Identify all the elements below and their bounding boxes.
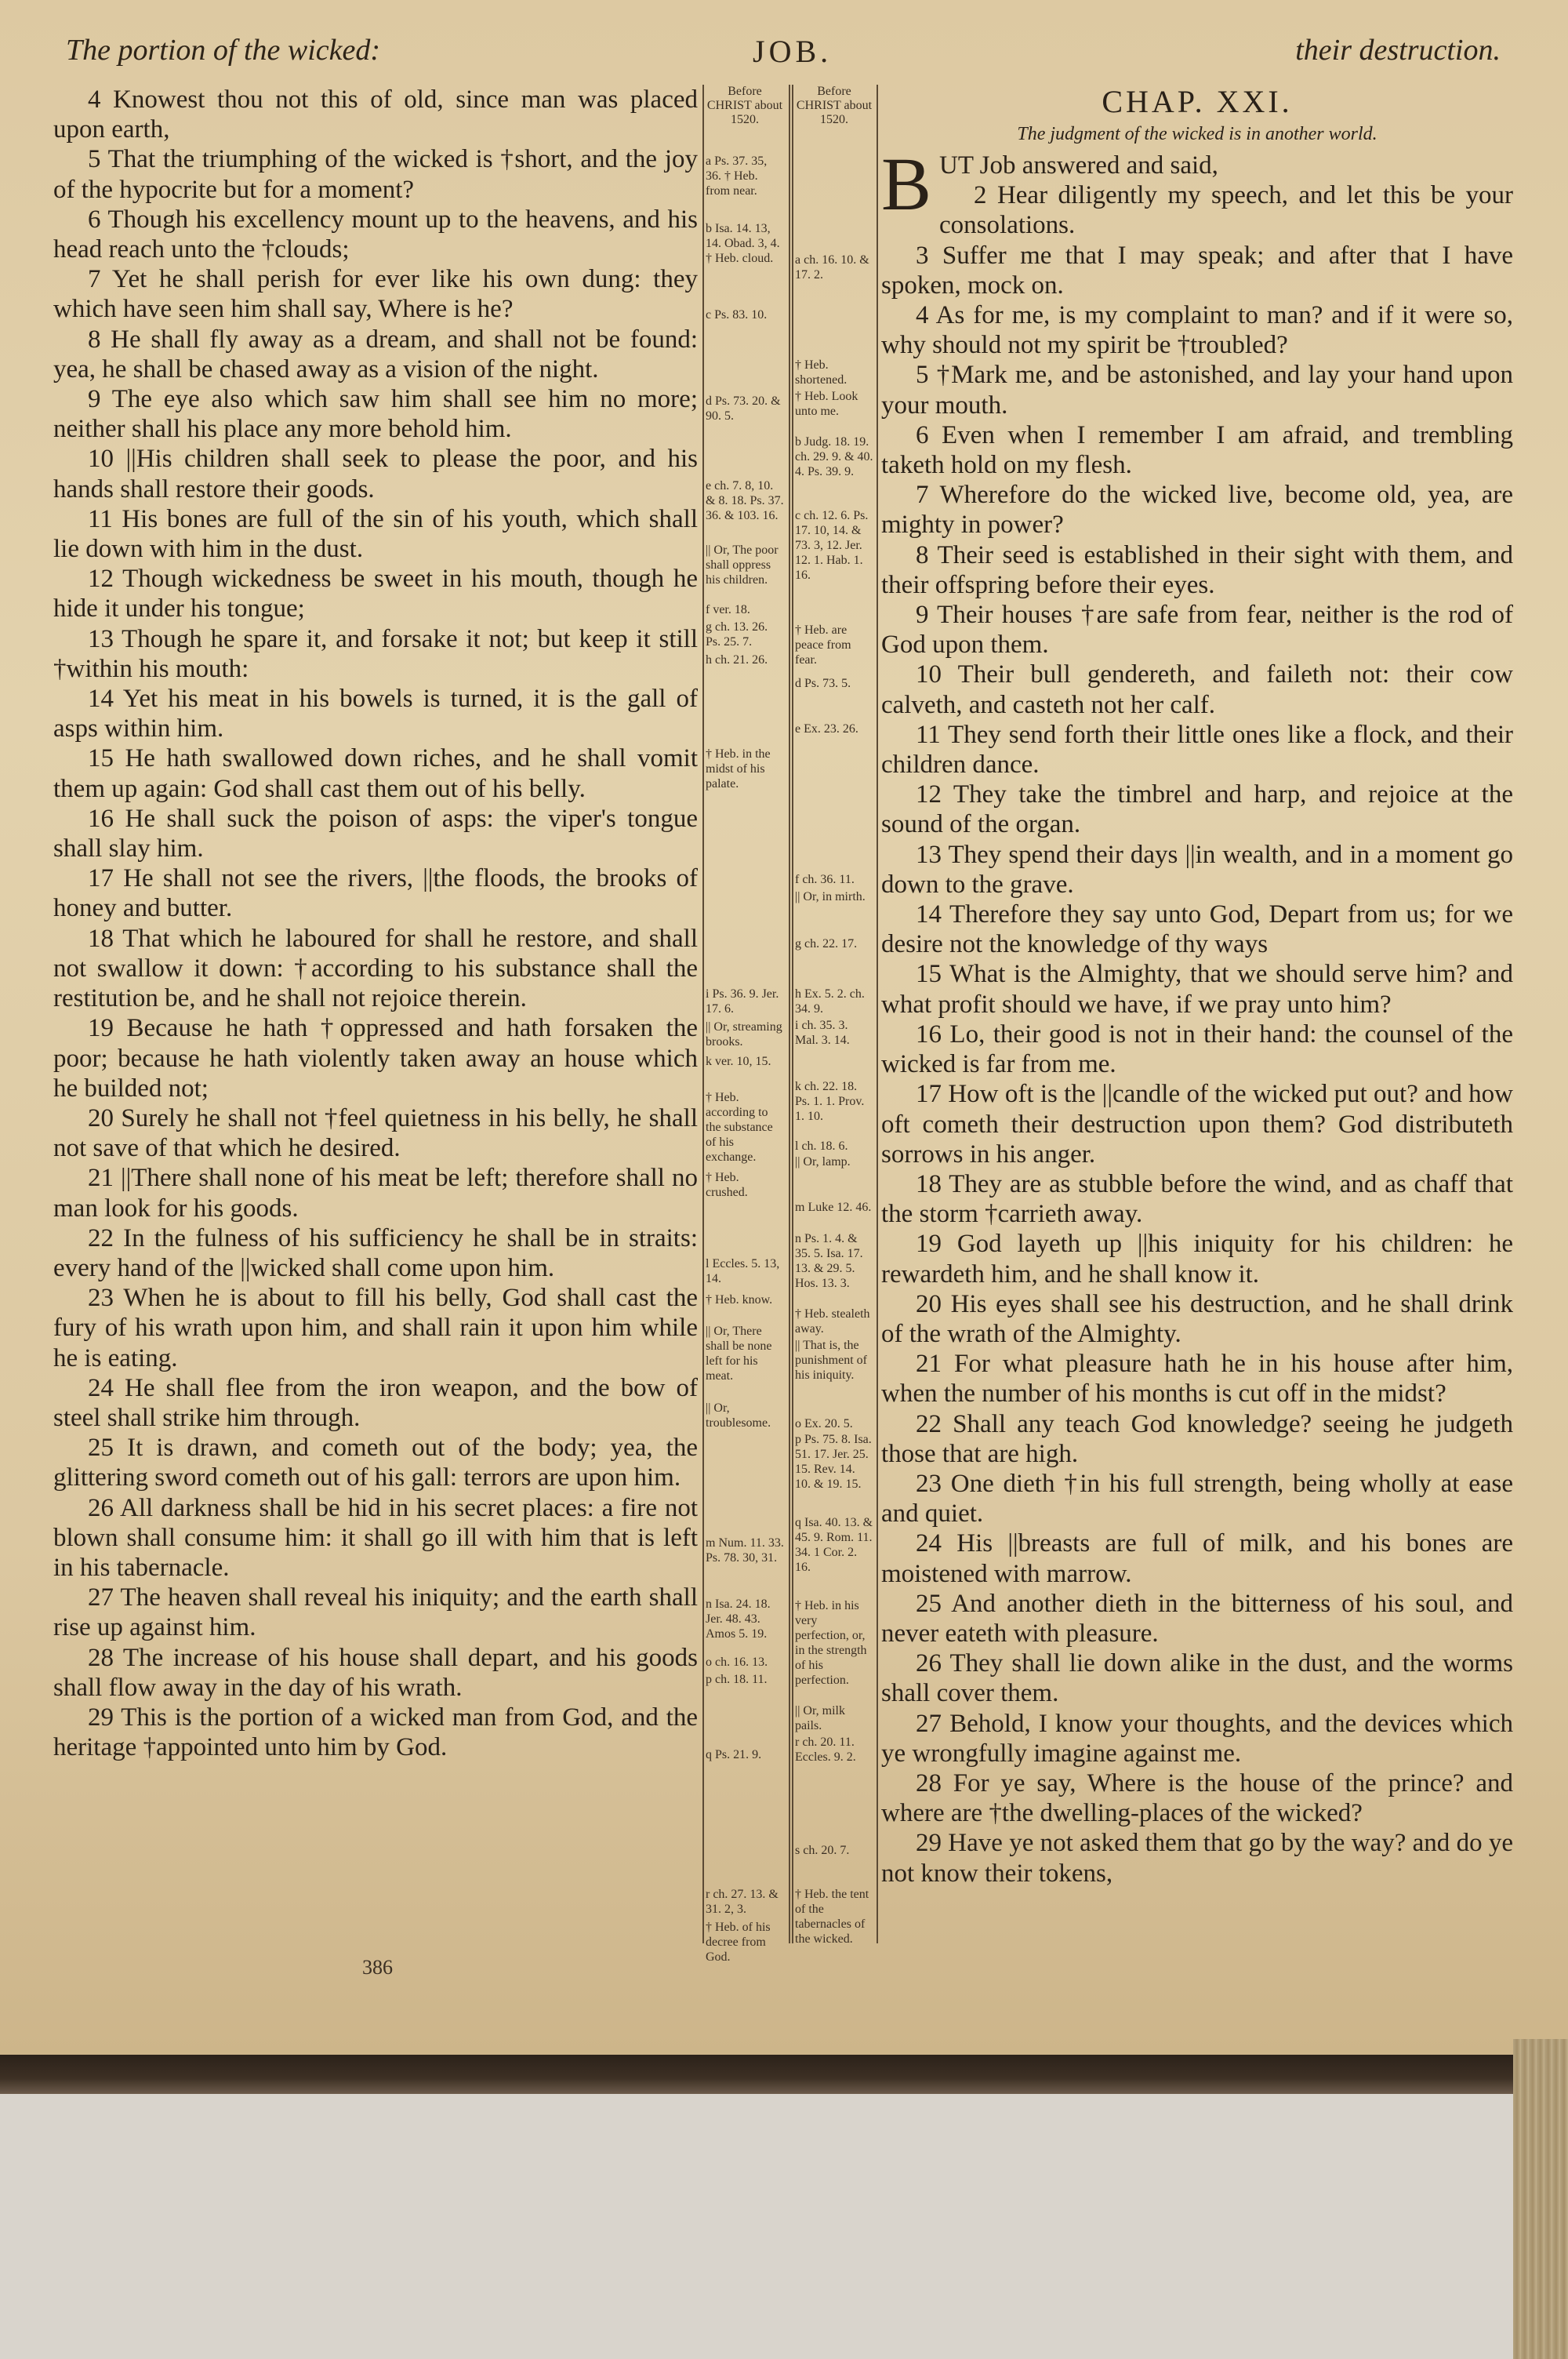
- verse: 6 Even when I remember I am afraid, and trembling taketh hold on my flesh.: [881, 420, 1513, 480]
- chapter-summary: The judgment of the wicked is in another world.: [1017, 124, 1377, 144]
- margin-note: e ch. 7. 8, 10. & 8. 18. Ps. 37. 36. & 103. 16.: [706, 479, 784, 522]
- margin-note: a ch. 16. 10. & 17. 2.: [795, 253, 869, 282]
- margin-note: || Or, streaming brooks.: [706, 1020, 782, 1049]
- margin-note: † Heb. in the midst of his palate.: [706, 747, 771, 791]
- margin-note: h ch. 21. 26.: [706, 653, 768, 667]
- cloth-binding: [1513, 2039, 1568, 2359]
- verse: 10 Their bull gendereth, and faileth not: their cow calveth, and casteth not her calf.: [881, 660, 1513, 719]
- verse: 22 In the fulness of his sufficiency he shall be in straits: every hand of the ||wicked shall come upon him.: [53, 1223, 698, 1282]
- verse: 14 Yet his meat in his bowels is turned, it is the gall of asps within him.: [53, 685, 698, 743]
- margin-note: l ch. 18. 6.: [795, 1140, 848, 1153]
- verse: 28 The increase of his house shall depart, and his goods shall flow away in the day of his wrath.: [53, 1643, 698, 1702]
- verse: 20 His eyes shall see his destruction, and he shall drink of the wrath of the Almighty.: [881, 1289, 1513, 1348]
- margin-note: p ch. 18. 11.: [706, 1673, 768, 1686]
- margin-note: n Ps. 1. 4. & 35. 5. Isa. 17. 13. & 29. 5. Hos. 13. 3.: [795, 1232, 863, 1290]
- verse: 6 Though his excellency mount up to the heavens, and his head reach unto the †clouds;: [53, 205, 698, 264]
- verse: 11 His bones are full of the sin of his youth, which shall lie down with him in the dust.: [53, 504, 698, 564]
- margin-note: c Ps. 83. 10.: [706, 308, 768, 322]
- margin-note: || Or, lamp.: [795, 1155, 851, 1169]
- margin-references-right: [795, 85, 873, 1946]
- verse: 23 One dieth †in his full strength, being wholly at ease and quiet.: [881, 1469, 1513, 1528]
- verse: 8 Their seed is established in their sight with them, and their offspring before their eyes.: [881, 540, 1513, 599]
- margin-note: b Judg. 18. 19. ch. 29. 9. & 40. 4. Ps. 39. 9.: [795, 435, 873, 478]
- header-right: their destruction.: [1295, 34, 1501, 67]
- margin-note: c ch. 12. 6. Ps. 17. 10, 14. & 73. 3, 12. Jer. 12. 1. Hab. 1. 16.: [795, 509, 869, 582]
- verse: 15 He hath swallowed down riches, and he shall vomit them up again: God shall cast them out of his belly.: [53, 744, 698, 803]
- margin-note: o ch. 16. 13.: [706, 1656, 768, 1669]
- page-number: 386: [362, 1956, 393, 1979]
- margin-note: † Heb. stealeth away.: [795, 1307, 870, 1336]
- verse: 17 How oft is the ||candle of the wicked put out? and how oft cometh their destruction upon them? God distributeth sorrows in his anger.: [881, 1080, 1513, 1169]
- verse: 19 Because he hath †oppressed and hath forsaken the poor; because he hath violently taken away an house which he builded not;: [53, 1014, 698, 1103]
- margin-note: g ch. 22. 17.: [795, 937, 858, 951]
- verse: 29 Have ye not asked them that go by the way? and do ye not know their tokens,: [881, 1829, 1513, 1888]
- left-column: [53, 85, 698, 1762]
- margin-note: † Heb. of his decree from God.: [706, 1921, 771, 1964]
- rule-right: [877, 85, 878, 1943]
- margin-note: † Heb. crushed.: [706, 1171, 748, 1199]
- verse: 3 Suffer me that I may speak; and after that I have spoken, mock on.: [881, 241, 1513, 300]
- rule-mid-a: [789, 85, 790, 1943]
- margin-note: i Ps. 36. 9. Jer. 17. 6.: [706, 987, 779, 1016]
- margin-note: l Eccles. 5. 13, 14.: [706, 1257, 780, 1285]
- rule-left: [702, 85, 704, 1943]
- verse: 28 For ye say, Where is the house of the prince? and where are †the dwelling-places of the wicked?: [881, 1768, 1513, 1828]
- margin-note: || Or, troublesome.: [706, 1401, 771, 1430]
- margin-note: p Ps. 75. 8. Isa. 51. 17. Jer. 25. 15. Rev. 14. 10. & 19. 15.: [795, 1433, 872, 1491]
- margin-note: k ch. 22. 18. Ps. 1. 1. Prov. 1. 10.: [795, 1080, 865, 1123]
- verse: 9 The eye also which saw him shall see him no more; neither shall his place any more behold him.: [53, 385, 698, 444]
- margin-note: f ch. 36. 11.: [795, 873, 855, 886]
- verse: 12 Though wickedness be sweet in his mouth, though he hide it under his tongue;: [53, 565, 698, 623]
- verse: 7 Wherefore do the wicked live, become old, yea, are mighty in power?: [881, 481, 1513, 540]
- verse: 19 God layeth up ||his iniquity for his children: he rewardeth him, and he shall know it.: [881, 1230, 1513, 1289]
- verse: 16 He shall suck the poison of asps: the viper's tongue shall slay him.: [53, 804, 698, 863]
- margin-note: † Heb. the tent of the tabernacles of the wicked.: [795, 1888, 869, 1946]
- margin-note: † Heb. know.: [706, 1293, 773, 1307]
- margin-note: a Ps. 37. 35, 36. † Heb. from near.: [706, 154, 768, 198]
- margin-note: || Or, The poor shall oppress his children.: [706, 543, 779, 587]
- verse: 24 His ||breasts are full of milk, and his bones are moistened with marrow.: [881, 1529, 1513, 1588]
- verse: 8 He shall fly away as a dream, and shall not be found: yea, he shall be chased away as a vision of the night.: [53, 325, 698, 383]
- verse: 13 They spend their days ||in wealth, and in a moment go down to the grave.: [881, 840, 1513, 899]
- margin-note: b Isa. 14. 13, 14. Obad. 3, 4. † Heb. cloud.: [706, 222, 780, 265]
- margin-note: d Ps. 73. 20. & 90. 5.: [706, 394, 781, 423]
- margin-note: k ver. 10, 15.: [706, 1055, 771, 1068]
- margin-note: q Ps. 21. 9.: [706, 1748, 762, 1761]
- verse: 26 They shall lie down alike in the dust, and the worms shall cover them.: [881, 1649, 1513, 1708]
- right-column: [881, 85, 1513, 1888]
- verse: 21 ||There shall none of his meat be left; therefore shall no man look for his goods.: [53, 1164, 698, 1223]
- margin-note: † Heb. Look unto me.: [795, 390, 858, 418]
- margin-note: † Heb. according to the substance of his exchange.: [706, 1091, 773, 1164]
- book-edge: [0, 2055, 1568, 2094]
- verse: 17 He shall not see the rivers, ||the floods, the brooks of honey and butter.: [53, 864, 698, 923]
- verse: 21 For what pleasure hath he in his house after him, when the number of his months is cut off in the midst?: [881, 1350, 1513, 1408]
- verse: 11 They send forth their little ones like a flock, and their children dance.: [881, 720, 1513, 780]
- verse: 29 This is the portion of a wicked man from God, and the heritage †appointed unto him by God.: [53, 1703, 698, 1762]
- verse: 26 All darkness shall be hid in his secret places: a fire not blown shall consume him: it shall go ill with him that is left in his tabernacle.: [53, 1493, 698, 1582]
- verse: 5 †Mark me, and be astonished, and lay your hand upon your mouth.: [881, 361, 1513, 420]
- margin-note: r ch. 20. 11. Eccles. 9. 2.: [795, 1736, 856, 1764]
- margin-note: r ch. 27. 13. & 31. 2, 3.: [706, 1888, 779, 1916]
- verse: 4 As for me, is my complaint to man? and if it were so, why should not my spirit be †troubled?: [881, 301, 1513, 360]
- verse: 23 When he is about to fill his belly, God shall cast the fury of his wrath upon him, and shall rain it upon him while he is eating.: [53, 1284, 698, 1372]
- margin-note: || That is, the punishment of his iniquity.: [795, 1339, 867, 1382]
- verse: 27 The heaven shall reveal his iniquity; and the earth shall rise up against him.: [53, 1583, 698, 1642]
- verse: 20 Surely he shall not †feel quietness in his belly, he shall not save of that which he desired.: [53, 1103, 698, 1163]
- verse: 16 Lo, their good is not in their hand: the counsel of the wicked is far from me.: [881, 1020, 1513, 1079]
- margin-note: g ch. 13. 26. Ps. 25. 7.: [706, 620, 768, 649]
- verse: 2 Hear diligently my speech, and let this be your consolations.: [939, 181, 1513, 240]
- margin-note: e Ex. 23. 26.: [795, 722, 858, 736]
- margin-note: || Or, milk pails.: [795, 1704, 845, 1732]
- verse: 22 Shall any teach God knowledge? seeing he judgeth those that are high.: [881, 1409, 1513, 1468]
- margin-heading: Before CHRIST about 1520.: [796, 85, 873, 126]
- margin-note: † Heb. shortened.: [795, 358, 848, 387]
- header-book: JOB.: [753, 34, 833, 69]
- verse: 15 What is the Almighty, that we should serve him? and what profit should we have, if we pray unto him?: [881, 960, 1513, 1019]
- verse: 18 That which he laboured for shall he restore, and shall not swallow it down: †according to his substance shall the restitution be, and he shall not rejoice therein.: [53, 924, 698, 1013]
- verse: 27 Behold, I know your thoughts, and the devices which ye wrongfully imagine against me.: [881, 1709, 1513, 1768]
- verse: 4 Knowest thou not this of old, since man was placed upon earth,: [53, 85, 698, 144]
- verse: 25 It is drawn, and cometh out of the body; yea, the glittering sword cometh out of his gall: terrors are upon him.: [53, 1434, 698, 1492]
- margin-heading: Before CHRIST about 1520.: [706, 85, 783, 126]
- verse: 9 Their houses †are safe from fear, neither is the rod of God upon them.: [881, 601, 1513, 660]
- verse: 12 They take the timbrel and harp, and rejoice at the sound of the organ.: [881, 780, 1513, 839]
- verse: 24 He shall flee from the iron weapon, and the bow of steel shall strike him through.: [53, 1373, 698, 1432]
- chapter-title: CHAP. XXI.: [1102, 84, 1293, 119]
- margin-note: o Ex. 20. 5.: [795, 1417, 853, 1430]
- margin-note: † Heb. in his very perfection, or, in the strength of his perfection.: [795, 1599, 867, 1687]
- header-left: The portion of the wicked:: [66, 34, 381, 67]
- margin-note: s ch. 20. 7.: [795, 1844, 850, 1857]
- margin-note: i ch. 35. 3. Mal. 3. 14.: [795, 1019, 850, 1047]
- margin-note: || Or, in mirth.: [795, 890, 866, 903]
- margin-references-left: [706, 85, 784, 1964]
- rule-mid-b: [792, 85, 793, 1943]
- verse-opening: UT Job answered and said,: [939, 151, 1218, 180]
- margin-note: m Num. 11. 33. Ps. 78. 30, 31.: [706, 1536, 784, 1565]
- verse: 13 Though he spare it, and forsake it not; but keep it still †within his mouth:: [53, 624, 698, 683]
- margin-note: q Isa. 40. 13. & 45. 9. Rom. 11. 34. 1 Cor. 2. 16.: [795, 1516, 873, 1574]
- margin-note: f ver. 18.: [706, 603, 750, 616]
- verse: 14 Therefore they say unto God, Depart from us; for we desire not the knowledge of thy ways: [881, 900, 1513, 959]
- verse: 10 ||His children shall seek to please the poor, and his hands shall restore their goods.: [53, 445, 698, 503]
- verse: 18 They are as stubble before the wind, and as chaff that the storm †carrieth away.: [881, 1169, 1513, 1229]
- margin-note: d Ps. 73. 5.: [795, 677, 851, 690]
- verse: 25 And another dieth in the bitterness of his soul, and never eateth with pleasure.: [881, 1589, 1513, 1648]
- margin-note: n Isa. 24. 18. Jer. 48. 43. Amos 5. 19.: [706, 1598, 771, 1641]
- margin-note: h Ex. 5. 2. ch. 34. 9.: [795, 987, 865, 1016]
- verse: 5 That the triumphing of the wicked is †short, and the joy of the hypocrite but for a moment?: [53, 145, 698, 204]
- running-header: [0, 33, 1568, 80]
- margin-note: m Luke 12. 46.: [795, 1201, 872, 1214]
- verse: 7 Yet he shall perish for ever like his own dung: they which have seen him shall say, Where is he?: [53, 265, 698, 324]
- margin-note: † Heb. are peace from fear.: [795, 623, 851, 667]
- drop-cap: B: [881, 142, 932, 226]
- margin-note: || Or, There shall be none left for his meat.: [706, 1325, 772, 1383]
